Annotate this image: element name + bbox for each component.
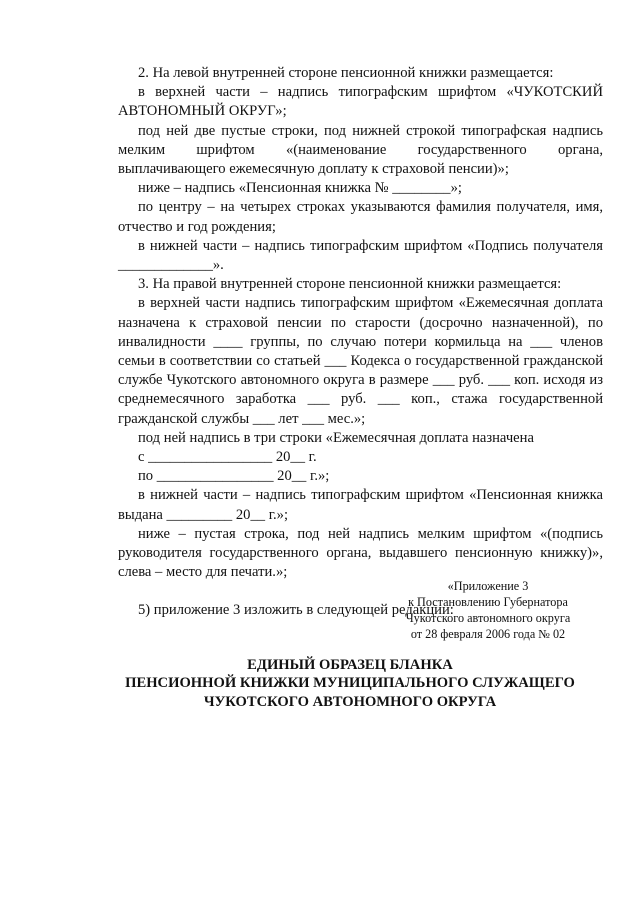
paragraph-recipient-name: по центру – на четырех строках указываются фамилия получателя, имя, отчество и год рождения; [118, 199, 603, 235]
paragraph-date-from: с _________________ 20__ г. [138, 449, 317, 466]
paragraph-date-to: по ________________ 20__ г.»; [138, 468, 330, 485]
appendix-line: Чукотского автономного округа [405, 611, 571, 625]
paragraph-payment-inscription: в верхней части надпись типографским шрифтом «Ежемесячная доплата назначена к страховой пенсии по старости (досрочно назначенной), по инвалидности ____ группы, по случаю потери кормильца на ___ членов семьи в соответствии со статьей ___ Кодекса о государственной гражданской службе Чукотского автономного округа в размере ___ руб. ___ коп. исходя из среднемесячного заработка ___ руб. ___ коп., стажа государственной гражданской службы ___ лет ___ мес.»; [118, 295, 603, 427]
appendix-line: к Постановлению Губернатора [408, 595, 568, 609]
paragraph-right-side-heading: 3. На правой внутренней стороне пенсионной книжки размещается: [138, 276, 562, 293]
paragraph-signature-stamp: ниже – пустая строка, под ней надпись мелким шрифтом «(подпись руководителя государственного органа, выдавшего пенсионную книжку)», слева – место для печати.»; [118, 525, 603, 581]
title-line: ЧУКОТСКОГО АВТОНОМНОГО ОКРУГА [203, 693, 497, 710]
title-line: ПЕНСИОННОЙ КНИЖКИ МУНИЦИПАЛЬНОГО СЛУЖАЩЕГО [125, 675, 575, 692]
form-title [60, 656, 640, 711]
paragraph-recipient-signature: в нижней части – надпись типографским шрифтом «Подпись получателя _____________». [118, 237, 603, 274]
paragraph-appendix-edit: 5) приложение 3 изложить в следующей редакции: [138, 602, 454, 619]
paragraph-left-side-heading: 2. На левой внутренней стороне пенсионной книжки размещается: [138, 65, 554, 81]
paragraph-book-number: ниже – надпись «Пенсионная книжка № ________»; [138, 180, 462, 197]
title-line: ЕДИНЫЙ ОБРАЗЕЦ БЛАНКА [247, 657, 453, 673]
paragraph-empty-lines: под ней две пустые строки, под нижней строкой типографская надпись мелким шрифтом «(наименование государственного органа, выплачивающего ежемесячную доплату к страховой пенсии)»; [118, 122, 603, 178]
document-body [118, 64, 603, 621]
paragraph-top-inscription: в верхней части – надпись типографским шрифтом «ЧУКОТСКИЙ АВТОНОМНЫЙ ОКРУГ»; [118, 84, 603, 120]
paragraph-issued: в нижней части – надпись типографским шрифтом «Пенсионная книжка выдана _________ 20__ г.»; [118, 487, 603, 523]
appendix-reference [388, 578, 588, 642]
appendix-line: от 28 февраля 2006 года № 02 [410, 627, 566, 641]
paragraph-three-lines: под ней надпись в три строки «Ежемесячная доплата назначена [138, 429, 534, 446]
appendix-line: «Приложение 3 [447, 579, 529, 593]
